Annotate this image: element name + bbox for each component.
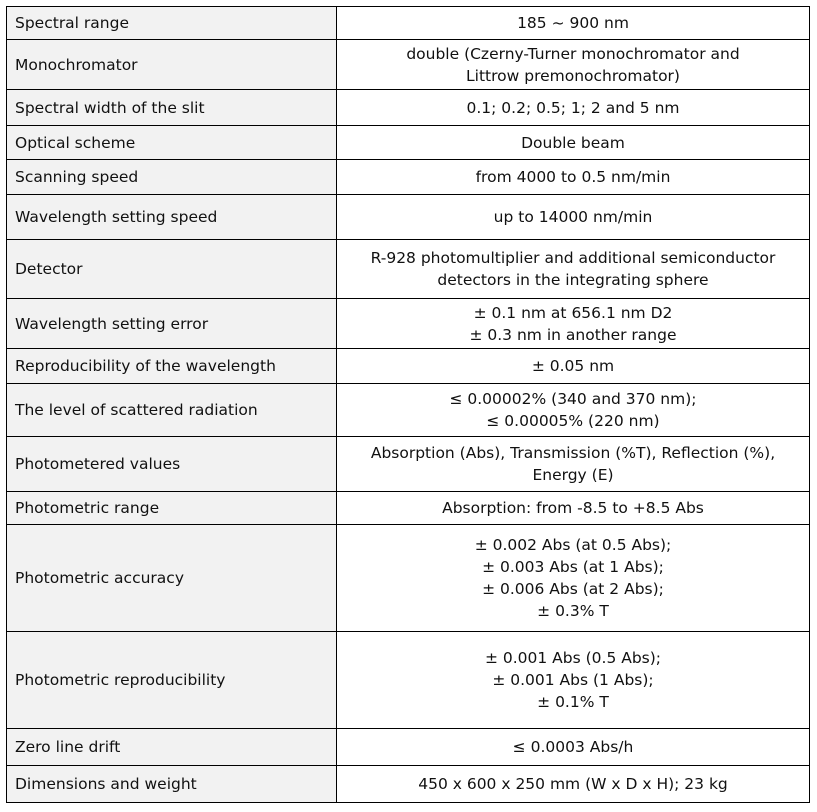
spec-label: Scanning speed [7,160,337,195]
spec-value-line: from 4000 to 0.5 nm/min [475,168,671,186]
spec-value-line: ± 0.003 Abs (at 1 Abs); [482,558,664,576]
spec-value-line: ± 0.3% T [537,602,609,620]
spec-value [337,160,810,195]
spec-value-line: ± 0.006 Abs (at 2 Abs); [482,580,664,598]
spec-value [337,40,810,90]
spec-row [7,525,810,632]
spec-value-line: ≤ 0.0003 Abs/h [512,738,634,756]
spec-row [7,90,810,126]
spec-row [7,7,810,40]
spec-value-line: Double beam [521,133,625,152]
spec-value-line: 185 ~ 900 nm [517,14,629,32]
spec-value [337,90,810,126]
spec-value [337,437,810,492]
specifications-table-body [7,7,810,803]
spec-label: Photometered values [7,437,337,492]
spec-row [7,632,810,729]
spec-value-line: 0.1; 0.2; 0.5; 1; 2 and 5 nm [466,98,680,117]
spec-label: Dimensions and weight [7,766,337,803]
spec-value [337,729,810,766]
spec-value [337,126,810,160]
spec-label: Wavelength setting speed [7,195,337,240]
spec-value-line: ≤ 0.00005% (220 nm) [486,412,660,430]
spec-value-line: Littrow premonochromator) [466,66,680,85]
spec-value-line: ± 0.1 nm at 656.1 nm D2 [473,303,673,322]
spec-label: The level of scattered radiation [7,384,337,437]
spec-label: Photometric reproducibility [7,632,337,729]
spec-row [7,349,810,384]
spec-label: Photometric range [7,492,337,525]
spec-value [337,384,810,437]
spec-value-line: R-928 photomultiplier and additional semiconductor [370,249,776,267]
spec-row [7,126,810,160]
spec-value-line: ± 0.001 Abs (0.5 Abs); [484,649,662,667]
spec-row [7,729,810,766]
spec-row [7,766,810,803]
spec-value [337,349,810,384]
spec-value-line: ≤ 0.00002% (340 and 370 nm); [449,390,697,408]
spec-row [7,437,810,492]
spec-row [7,160,810,195]
spec-row [7,240,810,299]
spec-value-line: double (Czerny-Turner monochromator and [406,44,740,63]
spec-value-line: ± 0.002 Abs (at 0.5 Abs); [474,536,672,554]
spec-value-line: Energy (E) [532,466,614,484]
spec-label: Reproducibility of the wavelength [7,349,337,384]
spec-value [337,195,810,240]
spec-value-line: 450 x 600 x 250 mm (W x D x H); 23 kg [418,775,728,793]
spec-value-line: up to 14000 nm/min [493,208,653,226]
spec-label: Photometric accuracy [7,525,337,632]
spec-label: Optical scheme [7,126,337,160]
spec-value-line: ± 0.3 nm in another range [469,325,677,344]
spec-label: Detector [7,240,337,299]
specifications-table [6,6,810,803]
spec-row [7,299,810,349]
spec-label: Spectral range [7,7,337,40]
spec-value [337,299,810,349]
spec-row [7,195,810,240]
spec-value [337,632,810,729]
spec-value [337,240,810,299]
spec-value-line: ± 0.05 nm [531,357,615,375]
spec-value [337,492,810,525]
spec-value [337,525,810,632]
spec-value-line: Absorption: from -8.5 to +8.5 Abs [442,499,704,517]
spec-row [7,40,810,90]
spec-value-line: Absorption (Abs), Transmission (%T), Reflection (%), [370,444,776,462]
spec-value [337,7,810,40]
spec-value [337,766,810,803]
spec-row [7,492,810,525]
spec-label: Zero line drift [7,729,337,766]
spec-value-line: detectors in the integrating sphere [437,271,709,289]
spec-value-line: ± 0.1% T [537,693,609,711]
spec-value-line: ± 0.001 Abs (1 Abs); [492,671,654,689]
spec-label: Wavelength setting error [7,299,337,349]
spec-row [7,384,810,437]
spec-label: Spectral width of the slit [7,90,337,126]
spec-label: Monochromator [7,40,337,90]
